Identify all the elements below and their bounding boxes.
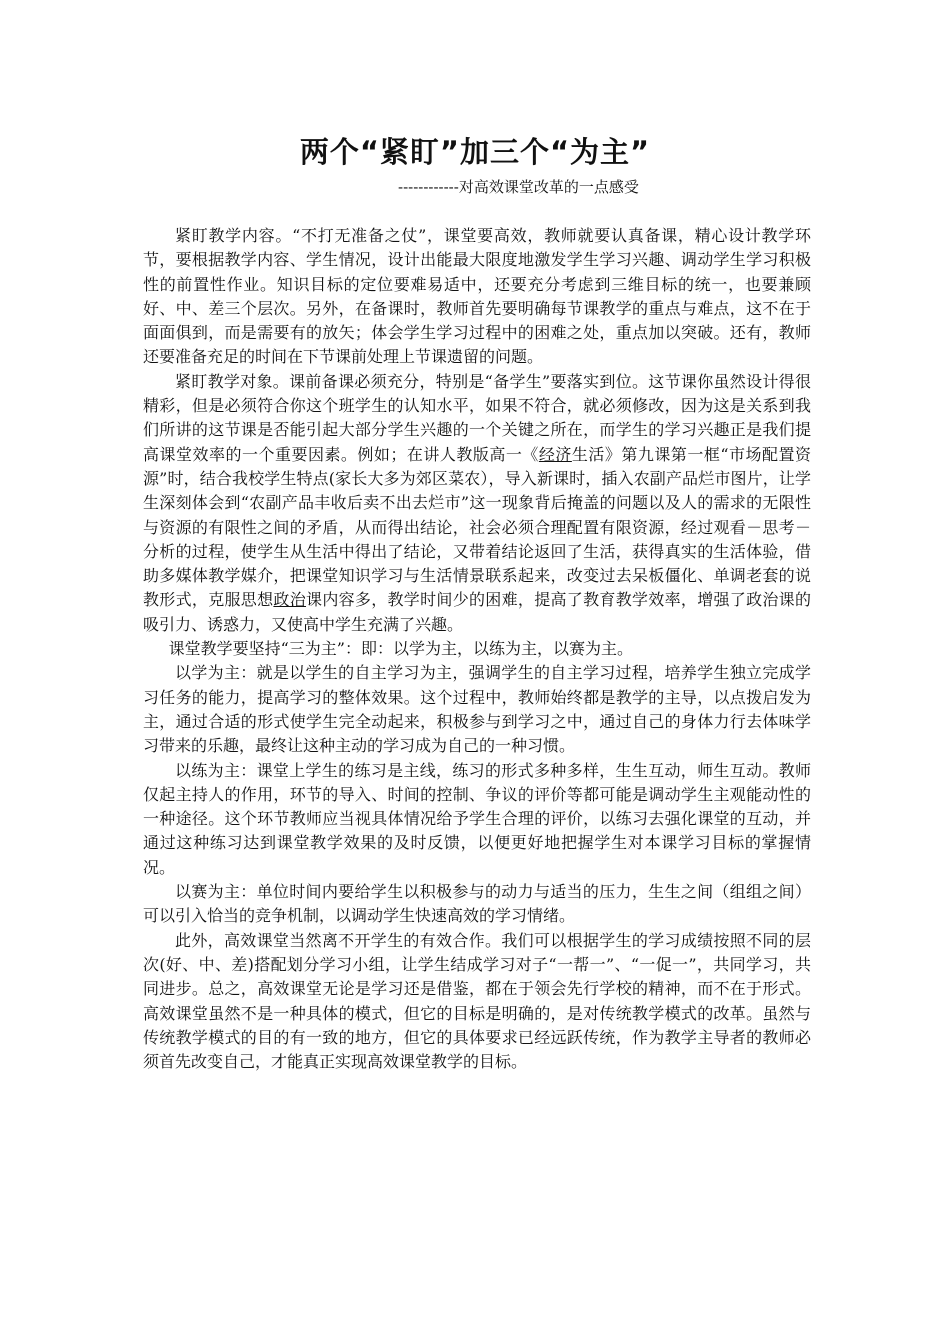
paragraph-text-segment: 课内容多，教学时间少的困难，提高了教育教学效率，增强了政治课的吸引力、诱惑力，又使高中学生充满了兴趣。: [143, 590, 811, 634]
paragraph-student-focus: [143, 370, 811, 637]
politics-link[interactable]: 政治: [273, 590, 307, 610]
document-title: 两个“紧盯”加三个“为主”: [299, 135, 651, 169]
paragraph-conclusion: 此外，高效课堂当然离不开学生的有效合作。我们可以根据学生的学习成绩按照不同的层次(好、中、差)搭配划分学习小组，让学生结成学习对子“一帮一”、“一促一”，共同学习，共同进步。总之，高效课堂无论是学习还是借鉴，都在于领会先行学校的精神，而不在于形式。高效课堂虽然不是一种具体的模式，但它的目标是明确的，是对传统教学模式的改革。虽然与传统教学模式的目的有一致的地方，但它的具体要求已经远跃传统，作为教学主导者的教师必须首先改变自己，才能真正实现高效课堂教学的目标。: [143, 930, 811, 1072]
document-subtitle: ------------对高效课堂改革的一点感受: [398, 178, 639, 196]
paragraph-text-segment: 生活》第九课第一框“市场配置资源”时，结合我校学生特点(家长大多为郊区菜农），导入新课时，插入农副产品烂市图片，让学生深刻体会到“农副产品丰收后卖不出去烂市”这一现象背后掩盖的问题以及人的需求的无限性与资源的有限性之间的矛盾，从而得出结论，社会必须合理配置有限资源，经过观看－思考－分析的过程，使学生从生活中得出了结论，又带着结论返回了生活，获得真实的生活体验，借助多媒体教学媒介，把课堂知识学习与生活情景联系起来，改变过去呆板僵化、单调老套的说教形式，克服思想: [143, 444, 811, 610]
paragraph-three-principles: 课堂教学要坚持“三为主”：即：以学为主，以练为主，以赛为主。: [168, 639, 633, 659]
paragraph-learning-centered: 以学为主：就是以学生的自主学习为主，强调学生的自主学习过程，培养学生独立完成学习任务的能力，提高学习的整体效果。这个过程中，教师始终都是教学的主导，以点拨启发为主，通过合适的形式使学生完全动起来，积极参与到学习之中，通过自己的身体力行去体味学习带来的乐趣，最终让这种主动的学习成为自己的一种习惯。: [143, 663, 811, 756]
paragraph-content-focus: 紧盯教学内容。“不打无准备之仗”，课堂要高效，教师就要认真备课，精心设计教学环节，要根据教学内容、学生情况，设计出能最大限度地激发学生学习兴趣、调动学生学习积极性的前置性作业。知识目标的定位要难易适中，还要充分考虑到三维目标的统一，也要兼顾好、中、差三个层次。另外，在备课时，教师首先要明确每节课教学的重点与难点，这不在于面面俱到，而是需要有的放矢；体会学生学习过程中的困难之处，重点加以突破。还有，教师还要准备充足的时间在下节课前处理上节课遗留的问题。: [143, 226, 811, 367]
paragraph-text-segment: 紧盯教学对象。课前备课必须充分，特别是“备学生”要落实到位。这节课你虽然设计得很精彩，但是必须符合你这个班学生的认知水平，如果不符合，就必须修改，因为这是关系到我们所讲的这节课是否能引起大部分学生兴趣的一个关键之所在，而学生的学习兴趣正是我们提高课堂效率的一个重要因素。例如；在讲人教版高一《: [143, 371, 811, 464]
paragraph-practice-centered: 以练为主：课堂上学生的练习是主线，练习的形式多种多样，生生互动，师生互动。教师仅起主持人的作用，环节的导入、时间的控制、争议的评价等都可能是调动学生主观能动性的一种途径。这个环节教师应当视具体情况给予学生合理的评价，以练习去强化课堂的互动，并通过这种练习达到课堂教学效果的及时反馈，以便更好地把握学生对本课学习目标的掌握情况。: [143, 760, 811, 877]
economics-link[interactable]: 经济: [538, 444, 572, 464]
paragraph-competition-centered: 以赛为主：单位时间内要给学生以积极参与的动力与适当的压力，生生之间（组组之间）可以引入恰当的竞争机制，以调动学生快速高效的学习情绪。: [143, 882, 811, 926]
document-body: [143, 224, 811, 1074]
